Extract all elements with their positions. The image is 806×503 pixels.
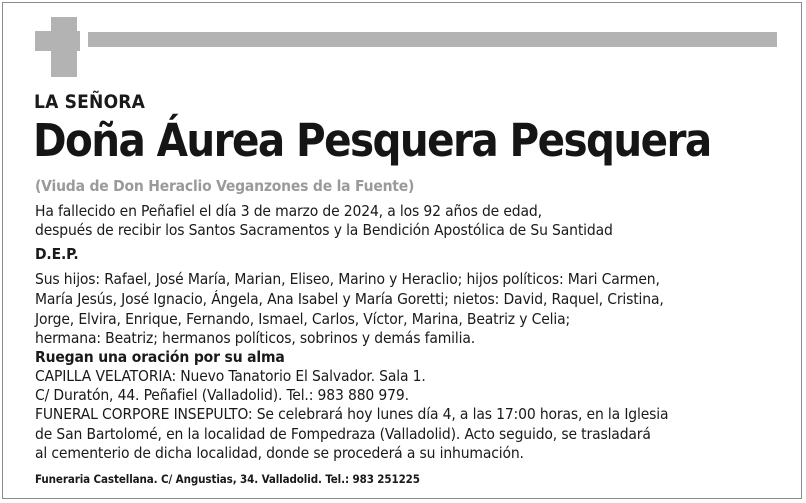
funeral-line: al cementerio de dicha localidad, donde se procederá a su inhumación. xyxy=(35,444,524,462)
family-line: María Jesús, José Ignacio, Ángela, Ana Isabel y María Goretti; nietos: David, Raquel, Cristina, xyxy=(35,290,664,308)
header-rule xyxy=(88,32,777,47)
family-line: hermana: Beatriz; hermanos políticos, sobrinos y demás familia. xyxy=(35,329,476,347)
funeral-home-footer: Funeraria Castellana. C/ Angustias, 34. Valladolid. Tel.: 983 251225 xyxy=(35,472,420,486)
chapel-line: C/ Duratón, 44. Peñafiel (Valladolid). Tel.: 983 880 979. xyxy=(35,386,409,404)
dep-label: D.E.P. xyxy=(35,245,79,263)
chapel-line: CAPILLA VELATORIA: Nuevo Tanatorio El Salvador. Sala 1. xyxy=(35,367,426,385)
funeral-line: FUNERAL CORPORE INSEPULTO: Se celebrará hoy lunes día 4, a las 17:00 horas, en la Iglesia xyxy=(35,405,669,423)
family-line: Sus hijos: Rafael, José María, Marian, Eliseo, Marino y Heraclio; hijos políticos: Mari Carmen, xyxy=(35,270,660,288)
funeral-line: de San Bartolomé, en la localidad de Fompedraza (Valladolid). Acto seguido, se trasladará xyxy=(35,425,651,443)
family-line: Jorge, Elvira, Enrique, Fernando, Ismael, Carlos, Víctor, Marina, Beatriz y Celia; xyxy=(35,310,571,328)
cross-horizontal-bar xyxy=(35,31,80,51)
prayer-request: Ruegan una oración por su alma xyxy=(35,348,285,366)
announcement-line: después de recibir los Santos Sacramentos y la Bendición Apostólica de Su Santidad xyxy=(35,221,613,239)
deceased-name: Doña Áurea Pesquera Pesquera xyxy=(33,114,711,167)
widow-subtitle: (Viuda de Don Heraclio Veganzones de la Fuente) xyxy=(35,177,415,195)
heading-title: LA SEÑORA xyxy=(34,91,146,113)
announcement-line: Ha fallecido en Peñafiel el día 3 de marzo de 2024, a los 92 años de edad, xyxy=(35,202,542,220)
